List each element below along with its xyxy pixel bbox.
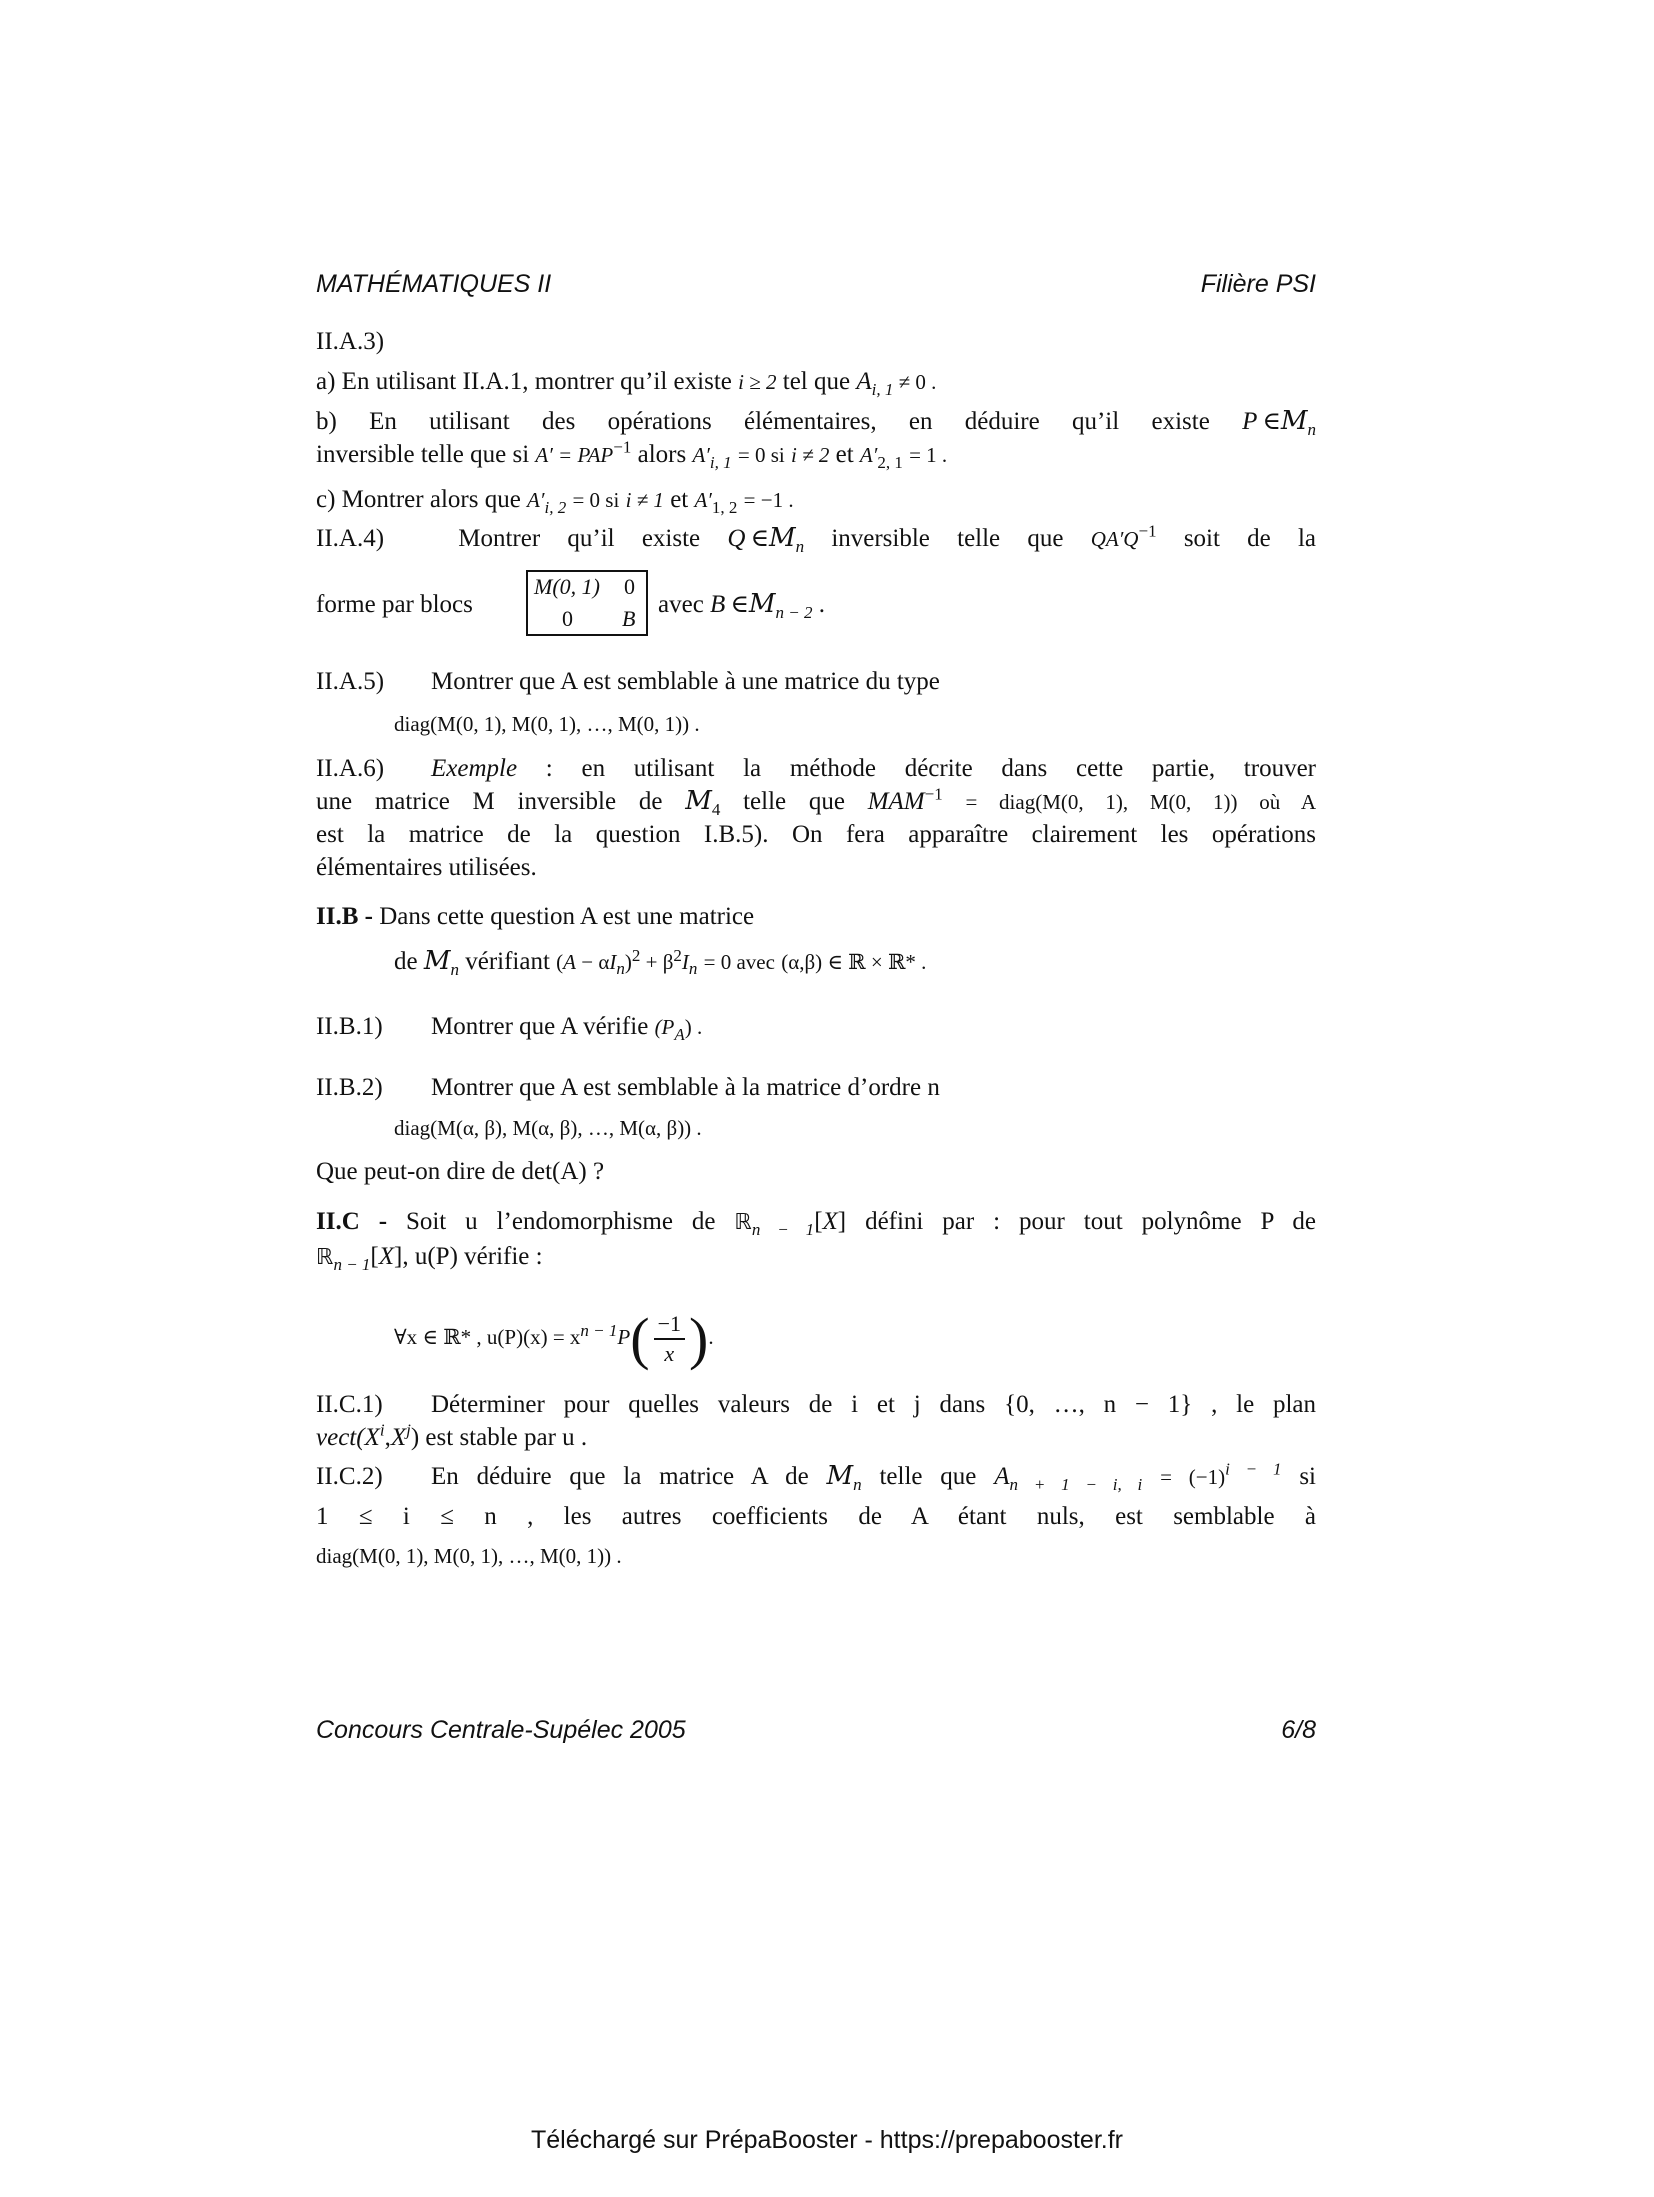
section-IIB-line2: de $M_n$ vérifiant $(A - \alpha I_n)^2 + \beta^2I_n = 0$ avec (α,β) ∈ ℝ × ℝ* . [394, 946, 927, 979]
text: inversible telle que [831, 525, 1064, 552]
question-IIB2 [316, 1071, 1316, 1104]
math: i ≥ 2 [738, 370, 777, 394]
question-label: II.C.1) [316, 1391, 383, 1418]
block-matrix [526, 570, 648, 636]
text: tel que [782, 368, 857, 395]
section-IIB [316, 900, 1316, 933]
matrix-cell: B [622, 606, 636, 631]
math: = 1 . [909, 443, 948, 467]
matrix-cell: 0 [562, 606, 573, 631]
text: Montrer qu’il existe [458, 525, 701, 552]
formula-IIB2: diag(M(α, β), M(α, β), …, M(α, β)) . [394, 1116, 702, 1140]
math: = diag(M(0, 1), M(0, 1)) où A [965, 790, 1317, 814]
question-IIC1-line2: $vect(X^i,X^j)$ est stable par u . [316, 1420, 588, 1451]
question-IIA5 [316, 665, 1316, 698]
text: défini par : pour tout polynôme P de [865, 1208, 1317, 1235]
text: avec [658, 591, 704, 618]
question-IIA6-line3: est la matrice de la question I.B.5). On fera apparaître clairement les opérations [316, 821, 1316, 848]
text: inversible telle que si [316, 441, 530, 468]
text: Montrer que A est semblable à la matrice d’ordre n [431, 1074, 940, 1101]
text: Montrer que A est semblable à une matrice du type [431, 668, 940, 695]
section-IIC-line2: ℝ$_{n - 1}$[X], u(P) vérifie : [316, 1243, 543, 1274]
question-IIA6-line1 [316, 752, 1316, 785]
math: ∀x ∈ ℝ* , u(P)(x) = x [394, 1324, 581, 1349]
text: En déduire que la matrice A de [431, 1463, 809, 1490]
text: de [394, 948, 418, 975]
text: vérifiant [465, 948, 550, 975]
formula-IIC: ∀x ∈ ℝ* , $u(P)(x) = x^{n - 1}P$( $\frac{-1}{x}$ ). [394, 1306, 714, 1371]
text: , u(P) vérifie : [402, 1243, 543, 1270]
fraction-denominator: x [664, 1341, 675, 1366]
formula-IIC2: diag(M(0, 1), M(0, 1), …, M(0, 1)) . [316, 1544, 622, 1568]
formula-IIA5: diag(M(0, 1), M(0, 1), …, M(0, 1)) . [394, 712, 700, 736]
math: (P [654, 1015, 675, 1039]
question-IIA3c: c) Montrer alors que $A'_{i, 2} = 0$ si i ≠ 1 et $A'_{1, 2} = -1$ . [316, 486, 794, 517]
math-sub: i, 1 [871, 380, 894, 399]
question-IIA6-line4: élémentaires utilisées. [316, 854, 537, 881]
question-label: II.B.2) [316, 1074, 383, 1101]
math: P [617, 1324, 631, 1349]
text: a) En utilisant II.A.1, montrer qu’il existe [316, 368, 732, 395]
text: Déterminer pour quelles valeurs de i et j dans {0, …, n − 1} , le plan [431, 1391, 1316, 1418]
question-label: II.A.4) [316, 525, 385, 552]
question-IIA3b-line1: b) En utilisant des opérations élémentaires, en déduire qu’il existe P $\in M_n$ [316, 406, 1316, 439]
question-IIC1-line1 [316, 1388, 1316, 1421]
math: = (−1) [1160, 1465, 1226, 1489]
question-IIB2-det: Que peut-on dire de det(A) ? [316, 1158, 605, 1185]
matrix-cell: M(0, 1) [534, 574, 600, 599]
section-label: II.C - [316, 1208, 388, 1235]
question-label: II.A.5) [316, 668, 385, 695]
emphasis: Exemple [431, 755, 518, 782]
text: et [670, 486, 689, 513]
math: = 0 si [572, 488, 620, 512]
text: forme par blocs [316, 591, 473, 618]
math: A [856, 368, 872, 395]
text: : en utilisant la méthode décrite dans cette partie, trouver [517, 755, 1316, 782]
text: ) est stable par u . [410, 1424, 588, 1451]
section-label: II.B - [316, 903, 373, 930]
text: une matrice M inversible de [316, 788, 663, 815]
text: b) En utilisant des opérations élémentaires, en déduire qu’il existe [316, 408, 1210, 435]
section-label-IIA3: II.A.3) [316, 328, 385, 355]
text: telle que [879, 1463, 977, 1490]
math: = −1 . [743, 488, 794, 512]
question-IIB1 [316, 1010, 1316, 1044]
header-subject: MATHÉMATIQUES II [316, 270, 552, 298]
header-track: Filière PSI [1200, 270, 1316, 298]
question-IIA3a [316, 365, 1316, 399]
text: si [1299, 1463, 1316, 1490]
fraction [654, 1310, 685, 1368]
fraction-numerator: −1 [654, 1310, 685, 1340]
math: (α,β) ∈ ℝ × ℝ* . [781, 950, 927, 974]
math-sub: A [674, 1025, 685, 1044]
math: ≠ 0 . [893, 370, 937, 394]
question-IIA6-line2: une matrice M inversible de $M_4$ telle que $MAM^{-1}$ = diag(M(0, 1), M(0, 1)) où A [316, 784, 1317, 819]
question-label: II.B.1) [316, 1013, 383, 1040]
math: vect(X [316, 1424, 380, 1451]
section-IIC-line1: II.C - Soit u l’endomorphisme de ℝ$_{n - 1}$[X] défini par : pour tout polynôme P de [316, 1208, 1317, 1239]
footer-page-number: 6/8 [1281, 1716, 1316, 1744]
text: soit de la [1183, 525, 1317, 552]
question-IIA4-line2: forme par blocs M(0, 1) 0 0 B avec B $\in M_{n - 2}$ . [316, 588, 1316, 621]
text: c) Montrer alors que [316, 486, 521, 513]
text: Soit u l’endomorphisme de [405, 1208, 716, 1235]
footer-contest: Concours Centrale-Supélec 2005 [316, 1716, 686, 1744]
math-sup: n − 1 [580, 1320, 618, 1340]
text: et [835, 441, 854, 468]
math: ) . [684, 1015, 703, 1039]
question-IIC2-line2: 1 ≤ i ≤ n , les autres coefficients de A étant nuls, est semblable à [316, 1503, 1316, 1530]
text: alors [637, 441, 687, 468]
question-IIC2-line1: II.C.2) En déduire que la matrice A de $M_n$ telle que $A_{n + 1 - i, i} = (-1)^{i - 1}$ si [316, 1459, 1316, 1494]
text: telle que [743, 788, 845, 815]
text: Dans cette question A est une matrice [379, 903, 755, 930]
matrix-cell: 0 [624, 574, 635, 599]
text: Montrer que A vérifie [431, 1013, 649, 1040]
question-label: II.C.2) [316, 1463, 383, 1490]
math: . [708, 1324, 714, 1349]
question-IIA3b-line2: inversible telle que si $A' = PAP^{-1}$ alors $A'_{i, 1} = 0$ si i ≠ 2 et $A'_{2, 1} = 1$ . [316, 437, 948, 472]
question-label: II.A.6) [316, 755, 385, 782]
question-IIA4-line1: II.A.4) Montrer qu’il existe Q $\in M_n$ inversible telle que $QA'Q^{-1}$ soit de la [316, 521, 1317, 556]
download-note: Téléchargé sur PrépaBooster - https://prepabooster.fr [531, 2126, 1123, 2154]
math: = 0 si [737, 443, 785, 467]
math: = 0 avec [703, 950, 775, 974]
